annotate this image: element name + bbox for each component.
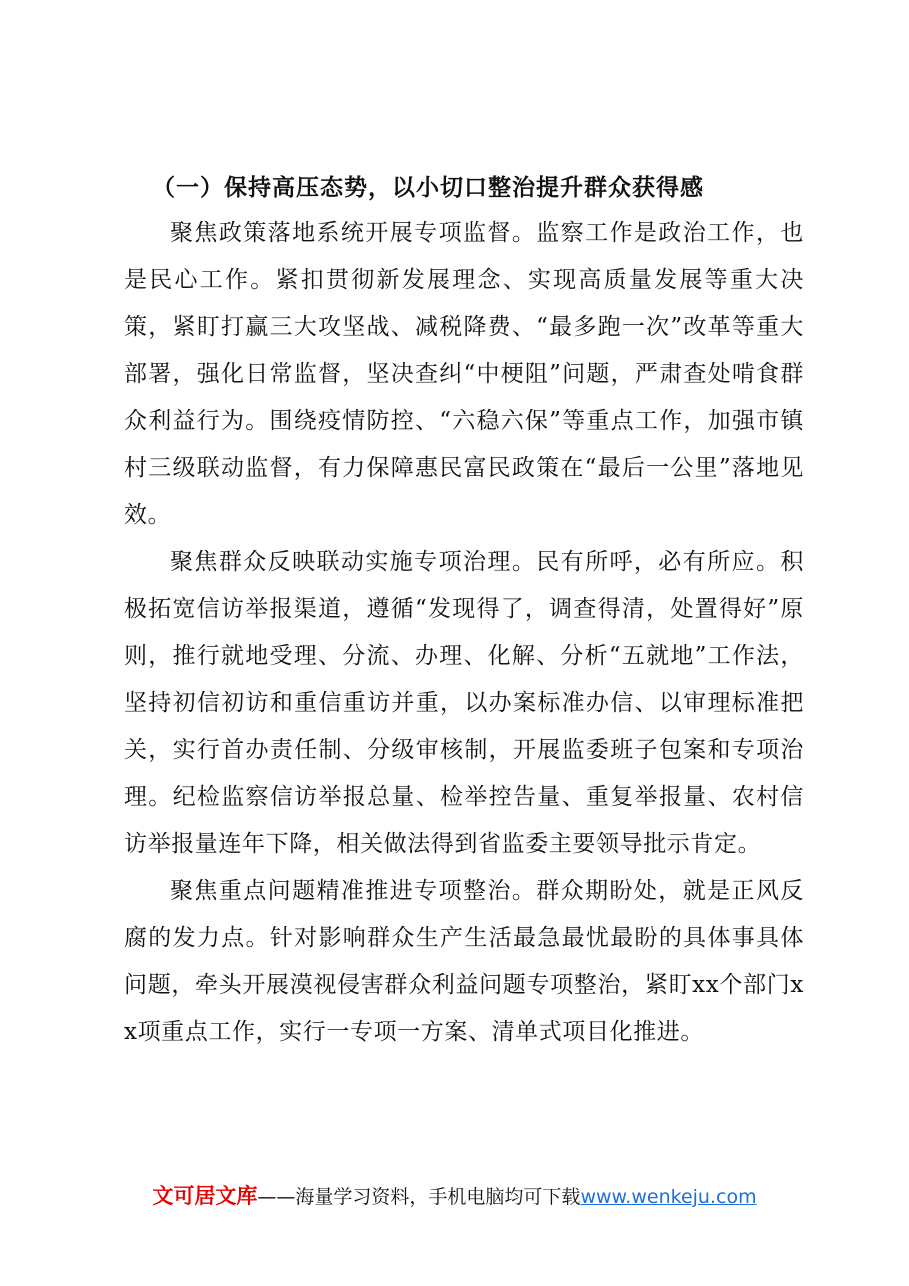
footer-banner (0, 1181, 909, 1212)
paragraph-key-issue-rectification: 聚焦重点问题精准推进专项整治。群众期盼处，就是正风反腐的发力点。针对影响群众生产生活最急最忧最盼的具体事具体问题，牵头开展漠视侵害群众利益问题专项整治，紧盯xx个部门xx项重点工作，实行一专项一方案、清单式项目化推进。 (124, 878, 804, 1045)
footer-brand: 文可居文库 (152, 1184, 258, 1208)
footer-link[interactable]: www.wenkeju.com (580, 1186, 757, 1208)
paragraph-complaint-governance: 聚焦群众反映联动实施专项治理。民有所呼，必有所应。积极拓宽信访举报渠道，遵循“发现得了，调查得清，处置得好”原则，推行就地受理、分流、办理、化解、分析“五就地”工作法，坚持初信初访和重信重访并重，以办案标准办信、以审理标准把关，实行首办责任制、分级审核制，开展监委班子包案和专项治理。纪检监察信访举报总量、检举控告量、重复举报量、农村信访举报量连年下降，相关做法得到省监委主要领导批示肯定。 (124, 549, 804, 857)
document-body (124, 166, 804, 1056)
footer-slogan: ——海量学习资料，手机电脑均可下载 (257, 1186, 581, 1208)
section-heading: （一）保持高压态势，以小切口整治提升群众获得感 (152, 174, 704, 201)
paragraph-policy-supervision: 聚焦政策落地系统开展专项监督。监察工作是政治工作，也是民心工作。紧扣贯彻新发展理念、实现高质量发展等重大决策，紧盯打赢三大攻坚战、减税降费、“最多跑一次”改革等重大部署，强化日常监督，坚决查纠“中梗阻”问题，严肃查处啃食群众利益行为。围绕疫情防控、“六稳六保”等重点工作，加强市镇村三级联动监督，有力保障惠民富民政策在“最后一公里”落地见效。 (124, 220, 804, 528)
